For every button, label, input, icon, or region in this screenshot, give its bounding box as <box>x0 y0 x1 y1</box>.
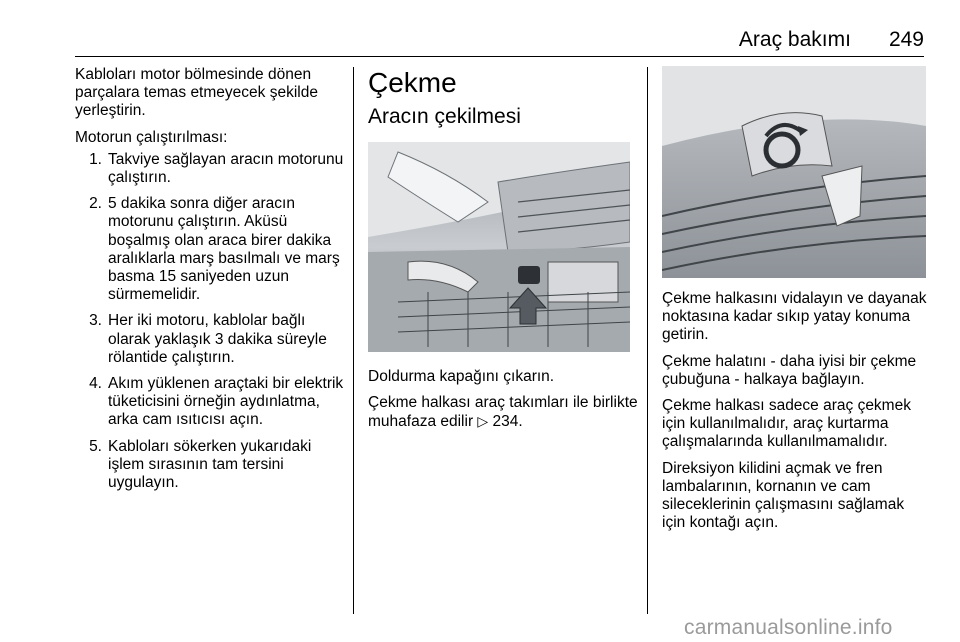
lead-paragraph: Motorun çalıştırılması: <box>75 128 228 146</box>
page-reference: 234. <box>492 413 523 431</box>
ignition-instruction: Direksiyon kilidini açmak ve fren lambalarının, kornanın ve cam sileceklerinin çalışmasını sağlamak için kontağı açın. <box>662 459 905 532</box>
column-1 <box>75 66 345 500</box>
section-title: Araç bakımı <box>738 28 851 51</box>
header-rule <box>75 56 924 57</box>
remove-cap-instruction: Doldurma kapağını çıkarın. <box>368 368 555 385</box>
towing-eye-storage-note: Çekme halkası araç takımları ile birlikte muhafaza edilir ▷ 234. <box>368 394 638 431</box>
towing-eye-usage-note: Çekme halkası sadece araç çekmek için kullanılmalıdır, araç kurtarma çalışmalarında kullanılmamalıdır. <box>662 397 911 451</box>
list-item: 3. Her iki motoru, kablolar bağlı olarak yaklaşık 3 dakika süreyle rölantide çalıştırın. <box>89 312 327 366</box>
towing-eye-illustration <box>662 66 926 278</box>
list-item: 4. Akım yüklenen araçtaki bir elektrik tüketicisini örneğin aydınlatma, arka cam ısıtıcısı açın. <box>89 375 344 429</box>
page-reference-icon: ▷ <box>477 413 489 430</box>
screw-in-instruction: Çekme halkasını vidalayın ve dayanak noktasına kadar sıkıp yatay konuma getirin. <box>662 290 927 344</box>
front-bumper-illustration <box>368 142 630 352</box>
list-item: 2. 5 dakika sonra diğer aracın motorunu çalıştırın. Aküsü boşalmış olan araca birer dakika aralıklarla marş basılmalı ve marş basma 15 saniyeden uzun sürmemelidir. <box>89 195 340 304</box>
start-steps-list <box>75 151 345 492</box>
watermark: carmanualsonline.info <box>684 616 893 639</box>
page-header <box>75 28 924 54</box>
intro-paragraph: Kabloları motor bölmesinde dönen parçalara temas etmeyecek şekilde yerleştirin. <box>75 66 318 120</box>
subsection-heading: Aracın çekilmesi <box>368 105 521 128</box>
column-divider-left <box>353 67 354 614</box>
list-item: 1. Takviye sağlayan aracın motorunu çalıştırın. <box>89 150 344 187</box>
attach-rope-instruction: Çekme halatını - daha iyisi bir çekme çubuğuna - halkaya bağlayın. <box>662 352 917 388</box>
column-2 <box>368 66 638 440</box>
page-number: 249 <box>888 28 924 51</box>
section-heading: Çekme <box>368 67 457 98</box>
column-divider-right <box>647 67 648 614</box>
column-3 <box>662 66 928 540</box>
list-item: 5. Kabloları sökerken yukarıdaki işlem sırasının tam tersini uygulayın. <box>89 437 312 492</box>
